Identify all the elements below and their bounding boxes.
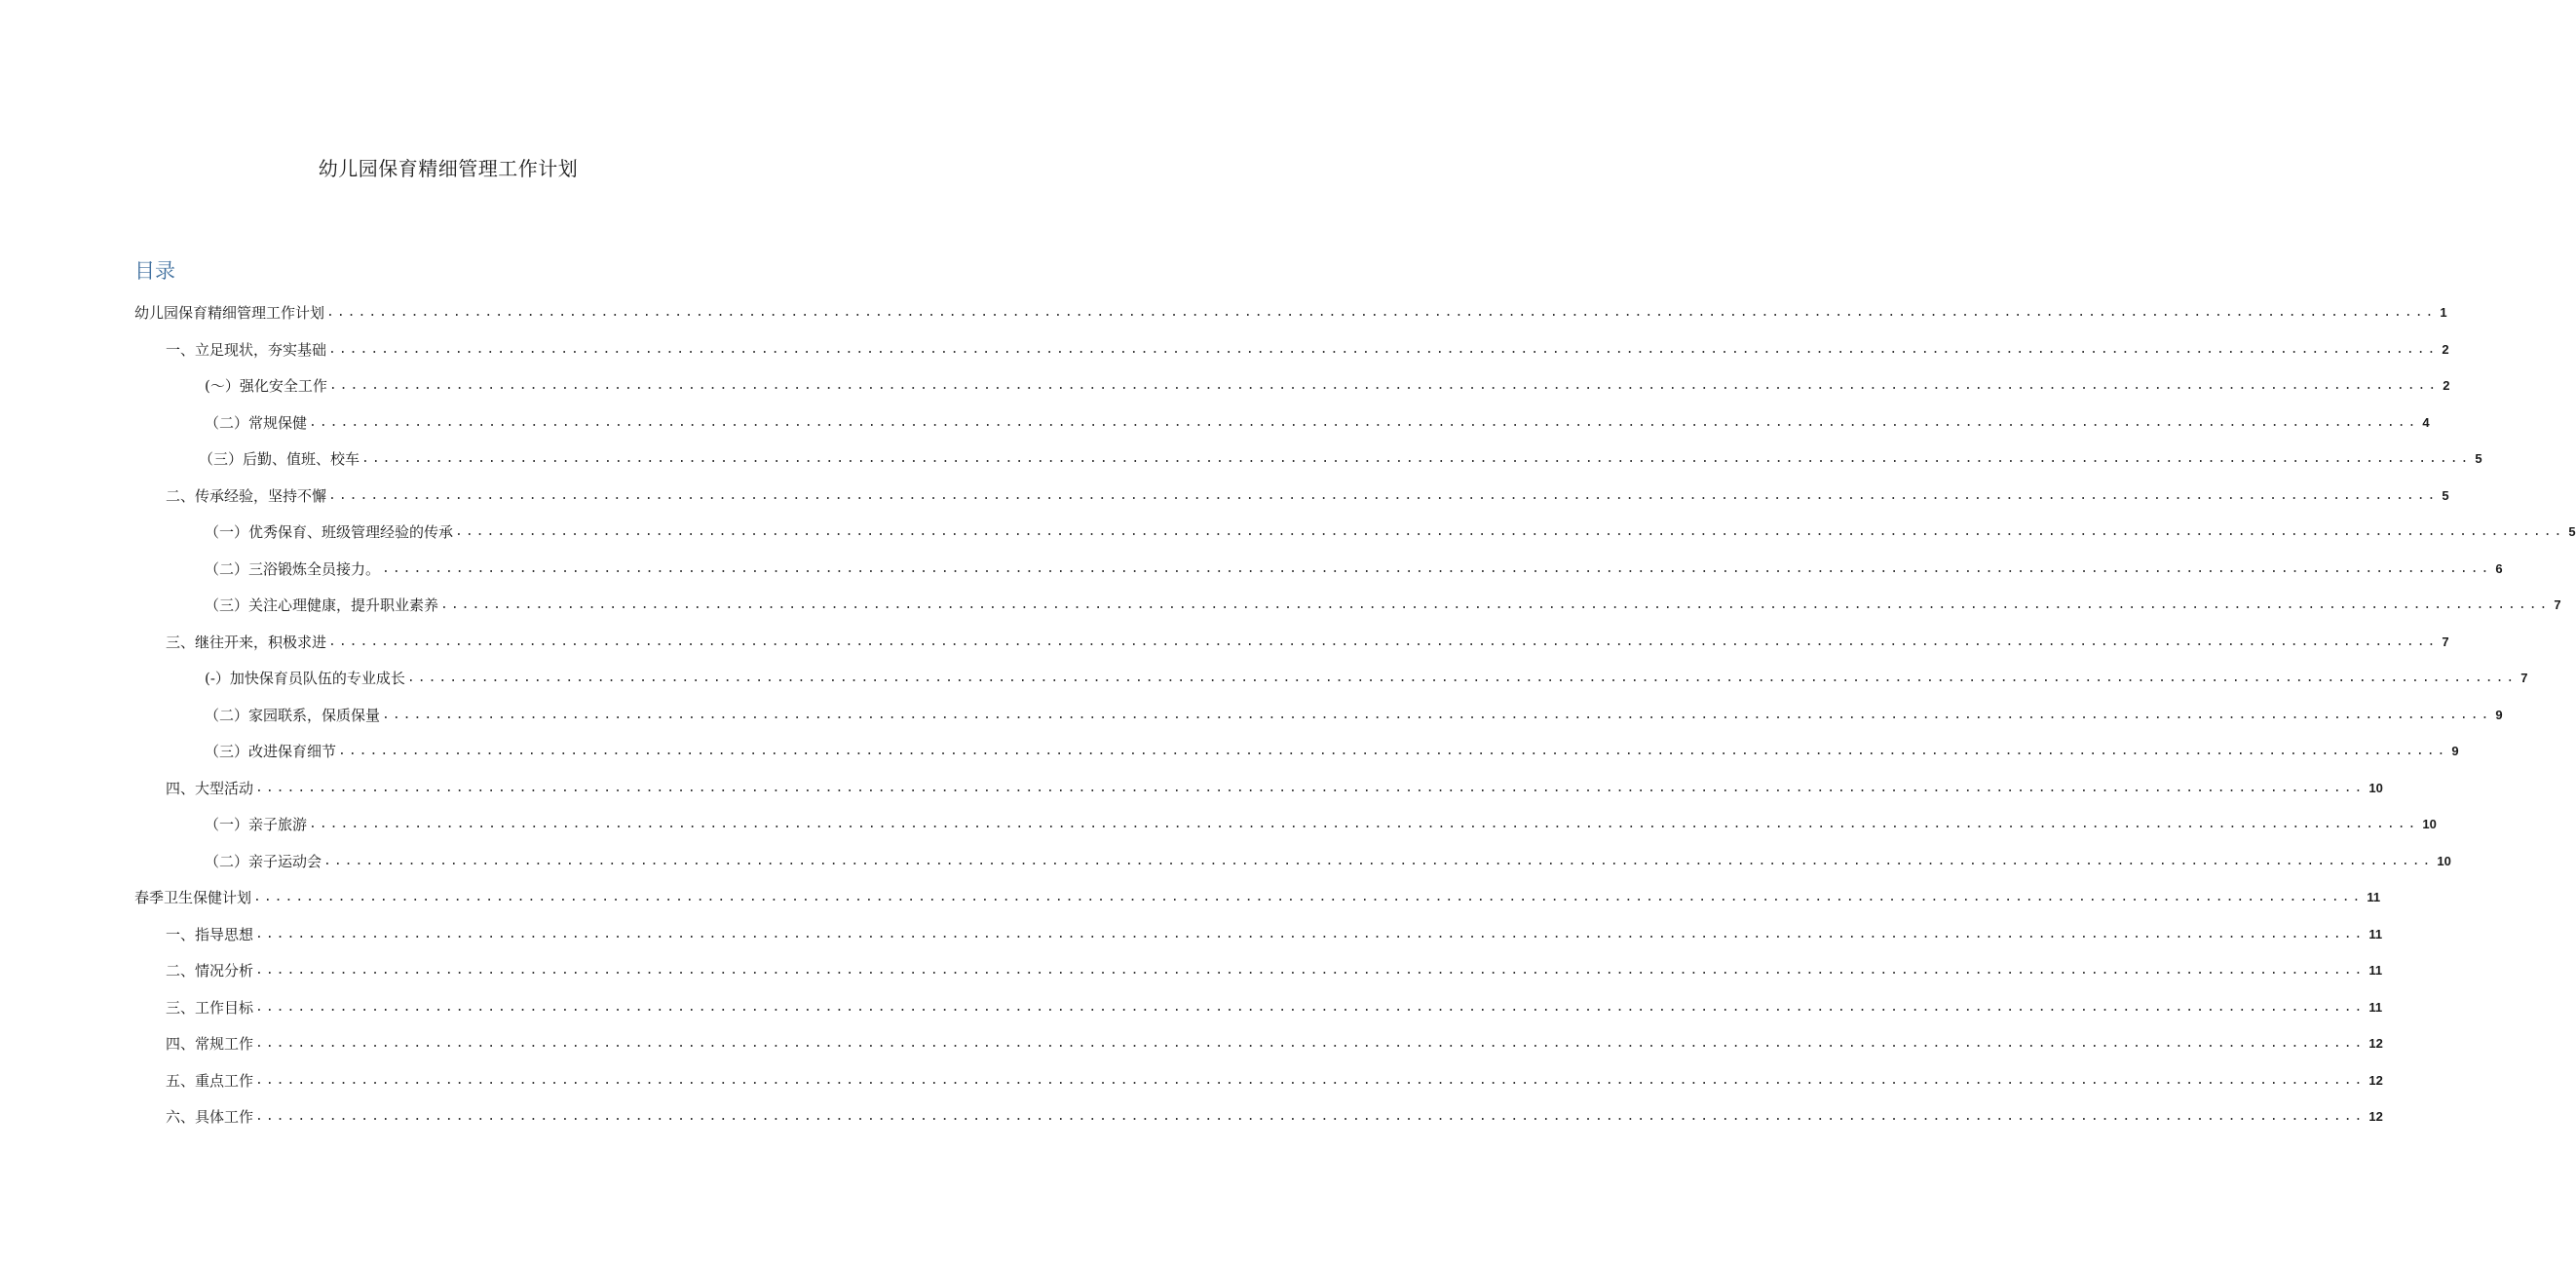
toc-entry-label: （二）家园联系，保质保量 — [205, 706, 381, 724]
toc-entry[interactable] — [205, 810, 2437, 835]
toc-leader-dots: ........................................................................................................................................................................................................ — [382, 560, 2492, 576]
toc-entry-label: (-）加快保育员队伍的专业成长 — [205, 670, 405, 687]
toc-entry[interactable] — [166, 920, 2383, 945]
toc-entry[interactable] — [205, 591, 2561, 616]
toc-leader-dots: ........................................................................................................................................................................................................ — [255, 999, 2366, 1015]
toc-leader-dots: ........................................................................................................................................................................................................ — [326, 305, 2437, 320]
toc-entry[interactable] — [166, 335, 2449, 361]
toc-entry[interactable] — [166, 993, 2383, 1018]
toc-entry[interactable] — [166, 628, 2449, 653]
toc-entry-page-number: 7 — [2442, 634, 2449, 649]
toc-entry[interactable] — [166, 1066, 2383, 1092]
toc-entry[interactable] — [205, 701, 2503, 726]
toc-leader-dots: ........................................................................................................................................................................................................ — [255, 780, 2366, 795]
toc-entry-label: 二、情况分析 — [166, 962, 254, 980]
toc-entry-label: （三）改进保育细节 — [205, 743, 337, 760]
toc-entry[interactable] — [134, 883, 2381, 908]
toc-leader-dots: ........................................................................................................................................................................................................ — [255, 926, 2366, 941]
toc-entry[interactable] — [205, 518, 2576, 543]
toc-leader-dots: ........................................................................................................................................................................................................ — [328, 487, 2439, 503]
toc-entry-page-number: 7 — [2520, 671, 2528, 685]
toc-entry[interactable] — [205, 737, 2459, 762]
toc-entry-label: 六、具体工作 — [166, 1108, 254, 1126]
toc-entry-label: 三、工作目标 — [166, 998, 254, 1017]
toc-entry-label: 春季卫生保健计划 — [134, 889, 252, 906]
toc-entry-page-number: 10 — [2422, 817, 2437, 831]
toc-entry-label: （二）常规保健 — [205, 413, 308, 432]
toc-leader-dots: ........................................................................................................................................................................................................ — [328, 341, 2439, 357]
toc-entry-page-number: 12 — [2368, 1036, 2383, 1051]
toc-entry-label: (〜）强化安全工作 — [205, 377, 327, 395]
toc-leader-dots: ........................................................................................................................................................................................................ — [255, 1072, 2366, 1088]
toc-entry-label: （三）后勤、值班、校车 — [199, 450, 360, 468]
toc-entry-label: （二）亲子运动会 — [205, 852, 322, 870]
toc-entry-label: 四、大型活动 — [166, 779, 254, 797]
toc-entry-page-number: 4 — [2422, 414, 2430, 430]
toc-entry-page-number: 1 — [2440, 305, 2447, 320]
toc-leader-dots: ........................................................................................................................................................................................................ — [328, 634, 2439, 649]
toc-heading: 目录 — [134, 259, 175, 283]
toc-entry[interactable] — [134, 298, 2447, 324]
toc-entry[interactable] — [205, 664, 2528, 689]
toc-entry-page-number: 10 — [2368, 780, 2383, 795]
toc-leader-dots: ........................................................................................................................................................................................................ — [361, 451, 2472, 466]
toc-entry-page-number: 11 — [2368, 963, 2383, 978]
toc-entry[interactable] — [166, 481, 2449, 507]
toc-entry-label: 幼儿园保育精细管理工作计划 — [134, 304, 325, 322]
toc-entry-label: 一、指导思想 — [166, 925, 254, 943]
toc-entry-label: 三、继往开来，积极求进 — [166, 633, 327, 651]
toc-entry-label: （三）关注心理健康，提升职业素养 — [205, 596, 439, 614]
toc-entry-page-number: 12 — [2368, 1109, 2383, 1124]
document-title: 幼儿园保育精细管理工作计划 — [318, 157, 579, 180]
toc-leader-dots: ........................................................................................................................................................................................................ — [338, 744, 2448, 758]
toc-entry-label: （二）三浴锻炼全员接力。 — [205, 559, 381, 578]
toc-leader-dots: ........................................................................................................................................................................................................ — [382, 707, 2492, 722]
toc-leader-dots: ........................................................................................................................................................................................................ — [323, 853, 2434, 868]
toc-leader-dots: ........................................................................................................................................................................................................ — [255, 1109, 2366, 1124]
toc-leader-dots: ........................................................................................................................................................................................................ — [455, 524, 2565, 539]
toc-entry[interactable] — [205, 847, 2451, 872]
toc-entry-label: 二、传承经验，坚持不懈 — [166, 486, 327, 505]
toc-entry-page-number: 11 — [2368, 926, 2383, 941]
toc-entry-page-number: 2 — [2443, 378, 2450, 393]
toc-entry-page-number: 5 — [2442, 487, 2449, 503]
toc-entry-page-number: 9 — [2451, 744, 2459, 758]
toc-entry[interactable] — [205, 371, 2450, 397]
toc-entry-page-number: 12 — [2368, 1072, 2383, 1088]
toc-leader-dots: ........................................................................................................................................................................................................ — [253, 890, 2364, 904]
toc-entry[interactable] — [205, 408, 2430, 434]
toc-entry-label: （一）亲子旅游 — [205, 816, 308, 833]
toc-entry-page-number: 9 — [2495, 707, 2503, 722]
toc-entry[interactable] — [166, 956, 2383, 981]
toc-leader-dots: ........................................................................................................................................................................................................ — [440, 597, 2551, 612]
toc-entry-label: （一）优秀保育、班级管理经验的传承 — [205, 523, 454, 541]
toc-entry-page-number: 11 — [2367, 890, 2381, 904]
toc-leader-dots: ........................................................................................................................................................................................................ — [255, 963, 2366, 978]
toc-entry-label: 一、立足现状，夯实基础 — [166, 340, 327, 359]
toc-leader-dots: ........................................................................................................................................................................................................ — [255, 1036, 2366, 1051]
toc-entry[interactable] — [166, 774, 2383, 799]
toc-leader-dots: ........................................................................................................................................................................................................ — [406, 671, 2518, 685]
toc-entry-page-number: 11 — [2368, 999, 2383, 1015]
toc-entry[interactable] — [205, 555, 2503, 580]
toc-leader-dots: ........................................................................................................................................................................................................ — [328, 378, 2440, 393]
toc-entry-page-number: 5 — [2568, 524, 2576, 539]
toc-entry-page-number: 5 — [2475, 451, 2482, 466]
toc-entry[interactable] — [166, 1102, 2383, 1128]
toc-leader-dots: ........................................................................................................................................................................................................ — [309, 817, 2419, 831]
toc-entry-label: 四、常规工作 — [166, 1035, 254, 1053]
toc-entry-page-number: 10 — [2437, 853, 2451, 868]
toc-entry-label: 五、重点工作 — [166, 1071, 254, 1090]
toc-entry[interactable] — [166, 1029, 2383, 1055]
toc-entry-page-number: 6 — [2495, 560, 2503, 576]
toc-entry-page-number: 7 — [2554, 597, 2561, 612]
toc-leader-dots: ........................................................................................................................................................................................................ — [309, 414, 2419, 430]
toc-entry-page-number: 2 — [2442, 341, 2449, 357]
toc-entry[interactable] — [199, 444, 2482, 470]
